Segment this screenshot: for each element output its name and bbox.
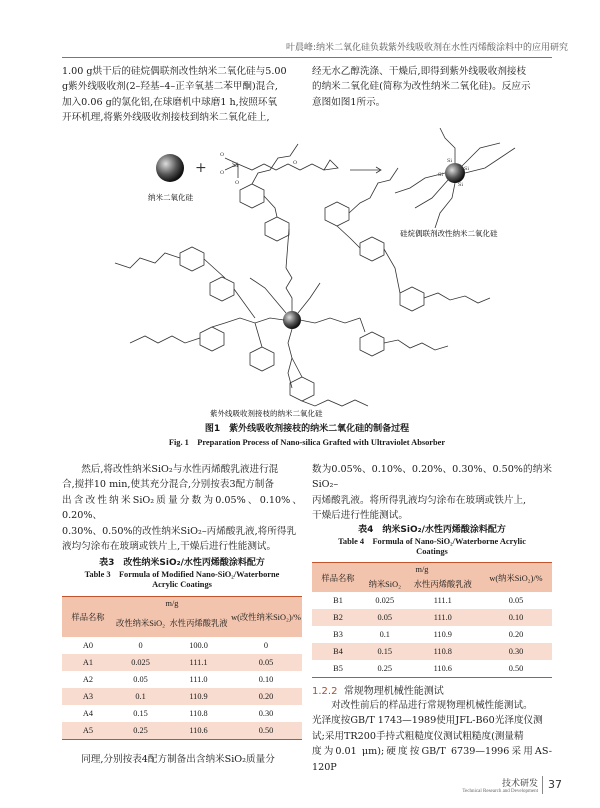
table-row: B2 0.05 111.0 0.10 xyxy=(312,609,552,626)
table4-col-name: 样品名称 xyxy=(312,563,364,593)
text-line: 意图如图1所示。 xyxy=(312,96,386,108)
footer-divider xyxy=(542,776,543,794)
text-line: 0.30%、0.50%的改性纳米SiO₂–丙烯酸乳液,将所得乳 xyxy=(62,525,297,537)
table3-col-b: 水性丙烯酸乳液 xyxy=(167,609,230,637)
table3-title-cn: 表3 改性纳米SiO₂/水性丙烯酸涂料配方 xyxy=(99,558,265,568)
text-line: 试;采用TR200手持式粗糙度仪测试粗糙度(测量精 xyxy=(312,730,524,742)
table-row: A4 0.15 110.8 0.30 xyxy=(82,709,274,718)
table3-title-en1: Table 3 Formula of Modified Nano-SiO₂/Waterborne xyxy=(84,570,280,579)
header-rule xyxy=(62,57,552,58)
table4-col-unit: m/g xyxy=(364,563,480,576)
text-line: 然后,将改性纳米SiO₂与水性丙烯酸乳液进行混 xyxy=(81,464,279,475)
svg-text:+: + xyxy=(195,160,207,176)
footer-journal-cn: 技术研发 xyxy=(501,779,538,789)
section-title: 常规物理机械性能测试 xyxy=(343,686,444,697)
after-table3-text: 同理,分别按表4配方制备出含纳米SiO₂质量分 xyxy=(81,754,275,765)
table-row: B5 0.25 110.6 0.50 xyxy=(333,664,524,673)
footer-journal-en: Technical Research and Development xyxy=(462,789,538,794)
section-number: 1.2.2 xyxy=(312,686,338,697)
svg-text:O: O xyxy=(293,160,298,166)
table-row: B1 0.025 111.1 0.05 xyxy=(333,596,524,605)
svg-text:O: O xyxy=(220,170,225,176)
table4-col-b: 水性丙烯酸乳液 xyxy=(406,575,480,592)
text-line: 开环机理,将紫外线吸收剂接枝到纳米二氧化硅上, xyxy=(62,112,270,124)
text-line: 液均匀涂布在玻璃或铁片上,干燥后进行性能测试。 xyxy=(62,541,277,553)
table3-col-unit: m/g xyxy=(114,597,230,610)
footer-journal xyxy=(462,776,538,794)
text-line: 数为0.05%、0.10%、0.20%、0.30%、0.50%的纳米SiO₂– xyxy=(312,464,552,491)
table3 xyxy=(62,596,302,740)
svg-text:Si: Si xyxy=(438,172,444,178)
nano-silica-sphere xyxy=(156,154,184,182)
body-left xyxy=(62,462,302,554)
text-line: 度为0.01 μm);硬度按GB/T 6739—1996采用AS-120P xyxy=(312,746,552,773)
svg-text:O: O xyxy=(220,152,225,158)
table4-title-cn: 表4 纳米SiO₂/水性丙烯酸涂料配方 xyxy=(358,525,506,535)
text-line: 出含改性纳米SiO₂质量分数为0.05%、0.10%、0.20%、 xyxy=(62,494,302,522)
table3-col-w: w(改性纳米SiO₂)/% xyxy=(230,597,302,638)
page-number: 37 xyxy=(548,778,562,791)
table-row: A0 0 100.0 0 xyxy=(82,641,269,650)
table4-title-en1: Table 4 Formula of Nano-SiO₂/Waterborne Acrylic xyxy=(338,537,526,546)
running-header: 叶晨峰:纳米二氧化硅负载紫外线吸收剂在水性丙烯酸涂料中的应用研究 xyxy=(285,43,568,53)
svg-text:Si: Si xyxy=(458,182,464,188)
intro-left xyxy=(62,64,302,126)
grafted-silica-sphere xyxy=(283,311,301,329)
table-row: A3 0.1 110.9 0.20 xyxy=(62,688,302,705)
text-line: 经无水乙醇洗涤、干燥后,即得到紫外线吸收剂接枝 xyxy=(312,66,527,77)
text-line: 丙烯酸乳液。将所得乳液均匀涂布在玻璃或铁片上, xyxy=(312,494,527,506)
text-line: 的纳米二氧化硅(简称为改性纳米二氧化硅)。反应示 xyxy=(312,81,531,93)
section-heading xyxy=(312,682,552,697)
reaction-scheme-figure xyxy=(60,128,550,418)
body-right xyxy=(312,462,552,524)
table-row: A2 0.05 111.0 0.10 xyxy=(82,675,274,684)
label-nano-silica: 纳米二氧化硅 xyxy=(148,193,193,202)
label-silane-silica: 硅烷偶联剂改性纳米二氧化硅 xyxy=(400,229,498,238)
text-line: 光泽度按GB/T 1743—1989使用JFL-B60光泽度仪测 xyxy=(312,715,543,727)
figure-caption-en: Fig. 1 Preparation Process of Nano-silica Grafted with Ultraviolet Absorber xyxy=(168,438,446,447)
text-line: 干燥后进行性能测试。 xyxy=(312,510,408,522)
table4-title-en2: Coatings xyxy=(416,547,448,556)
text-line: 对改性前后的样品进行常规物理机械性能测试。 xyxy=(331,700,533,711)
svg-text:Si: Si xyxy=(464,166,470,172)
table3-title-en2: Acrylic Coatings xyxy=(152,580,212,589)
table4-col-w: w(纳米SiO₂)/% xyxy=(480,563,552,593)
table4 xyxy=(312,562,552,678)
text-line: 合,搅拌10 min,使其充分混合,分别按表3配方制备 xyxy=(62,479,274,491)
text-line: g紫外线吸收剂(2–羟基–4–正辛氧基二苯甲酮)混合, xyxy=(62,81,278,93)
svg-text:Si: Si xyxy=(447,158,453,164)
intro-right xyxy=(312,64,552,110)
svg-text:O: O xyxy=(235,180,240,186)
table4-col-a: 纳米SiO₂ xyxy=(364,575,406,592)
svg-text:Si: Si xyxy=(232,162,239,169)
label-uv-silica: 紫外线吸收剂接枝的纳米二氧化硅 xyxy=(210,409,323,418)
table-row: A1 0.025 111.1 0.05 xyxy=(62,654,302,671)
table3-col-name: 样品名称 xyxy=(62,597,114,638)
section-body xyxy=(312,698,552,775)
table3-col-a: 改性纳米SiO₂ xyxy=(114,609,167,637)
text-line: 加入0.06 g的氯化铝,在球磨机中球磨1 h,按照环氧 xyxy=(62,96,278,108)
figure-caption-cn: 图1 紫外线吸收剂接枝的纳米二氧化硅的制备过程 xyxy=(204,424,410,434)
text-line: 1.00 g烘干后的硅烷偶联剂改性纳米二氧化硅与5.00 xyxy=(62,66,287,77)
table-row: B3 0.1 110.9 0.20 xyxy=(333,630,524,639)
table-row: B4 0.15 110.8 0.30 xyxy=(312,643,552,660)
table-row: A5 0.25 110.6 0.50 xyxy=(62,722,302,740)
